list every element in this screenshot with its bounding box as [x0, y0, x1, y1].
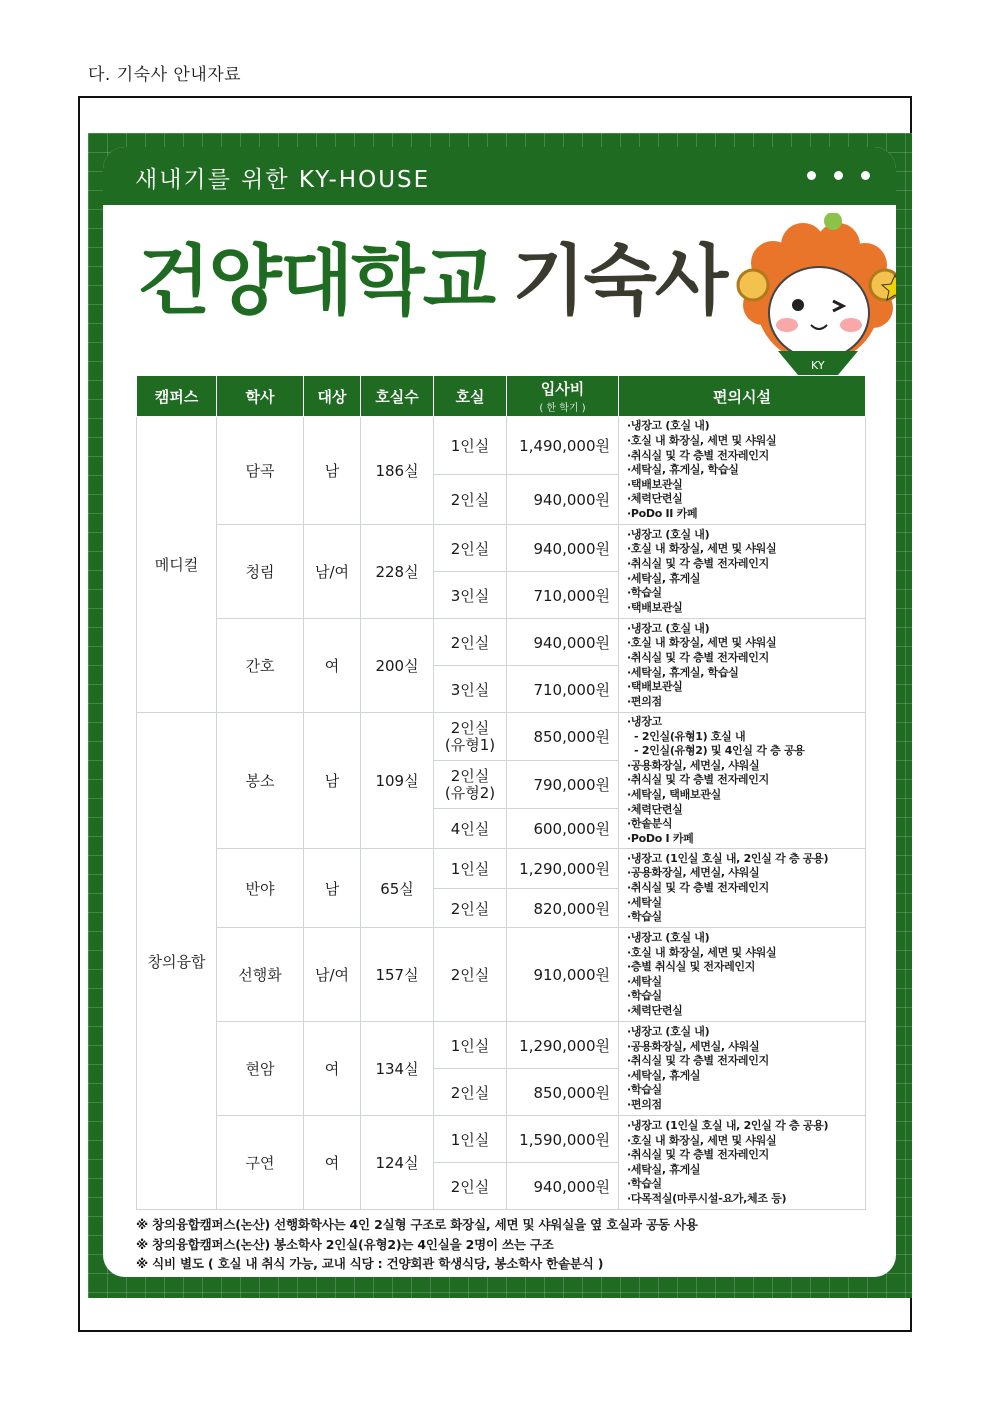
facility-item: ·공용화장실, 세면실, 샤워실 [627, 1039, 760, 1053]
facility-item: ·택배보관실 [627, 680, 683, 694]
room-type: 1인실 [434, 1116, 507, 1163]
room-fee: 850,000원 [507, 1069, 619, 1116]
room-type: 4인실 [434, 809, 507, 849]
table-header-row [137, 376, 866, 417]
poster-header-bar [103, 147, 896, 205]
facility-item: ·PoDo II 카페 [627, 506, 698, 520]
facility-item: ·세탁실, 택배보관실 [627, 787, 721, 801]
dorm-name: 청림 [217, 525, 304, 619]
header-dots [807, 171, 870, 180]
facility-item: ·편의점 [627, 1098, 662, 1112]
header-dot-icon [807, 171, 816, 180]
room-fee: 850,000원 [507, 713, 619, 761]
facility-item: ·취식실 및 각 층별 전자레인지 [627, 881, 769, 895]
facility-item: ·다목적실(마루시설-요가,체조 등) [627, 1192, 787, 1206]
dorm-target: 남/여 [304, 928, 361, 1022]
footnote: ※ 창의융합캠퍼스(논산) 선행화학사는 4인 2실형 구조로 화장실, 세면 및 샤워실을 옆 호실과 공동 사용 [136, 1217, 698, 1232]
room-type: 1인실 [434, 417, 507, 475]
facility-item: ·세탁실, 휴게실, 학습실 [627, 463, 739, 477]
poster-card [103, 147, 896, 1277]
facility-item: ·학습실 [627, 586, 662, 600]
fee-label: 입사비 [540, 380, 585, 398]
dorm-room-count: 134실 [361, 1022, 434, 1116]
facilities-list [619, 713, 866, 849]
facility-item: ·층별 취식실 및 전자레인지 [627, 960, 756, 974]
facility-item: ·취식실 및 각 층별 전자레인지 [627, 1148, 769, 1162]
table-row [137, 417, 866, 475]
header-title: 새내기를 위한 KY-HOUSE [135, 167, 431, 193]
room-fee: 710,000원 [507, 572, 619, 619]
facility-item: ·택배보관실 [627, 477, 683, 491]
facility-item: ·체력단련실 [627, 1004, 683, 1018]
facility-item: ·냉장고 (호실 내) [627, 1025, 710, 1039]
facility-item: - 2인실(유형1) 호실 내 [627, 729, 746, 743]
column-header-campus: 캠퍼스 [137, 376, 217, 417]
facility-item: ·택배보관실 [627, 600, 683, 614]
room-fee: 940,000원 [507, 525, 619, 572]
facilities-list [619, 525, 866, 619]
facility-item: ·취식실 및 각 층별 전자레인지 [627, 556, 769, 570]
dorm-target: 여 [304, 1116, 361, 1210]
facility-item: ·공용화장실, 세면실, 샤워실 [627, 866, 760, 880]
facility-item: ·취식실 및 각 층별 전자레인지 [627, 448, 769, 462]
room-fee: 940,000원 [507, 475, 619, 525]
room-type: 3인실 [434, 572, 507, 619]
facility-item: ·세탁실, 휴게실 [627, 571, 701, 585]
facility-item: ·취식실 및 각 층별 전자레인지 [627, 650, 769, 664]
facilities-list [619, 417, 866, 525]
dorm-target: 여 [304, 1022, 361, 1116]
dormitory-table [136, 375, 866, 1210]
facility-item: ·냉장고 (호실 내) [627, 419, 710, 433]
facility-item: ·학습실 [627, 1083, 662, 1097]
room-type: 2인실 [434, 928, 507, 1022]
facility-item: ·취식실 및 각 층별 전자레인지 [627, 773, 769, 787]
room-type: 1인실 [434, 849, 507, 889]
document-heading: 다. 기숙사 안내자료 [88, 65, 242, 85]
table-row [137, 1116, 866, 1163]
header-dot-icon [834, 171, 843, 180]
facility-item: ·세탁실 [627, 895, 662, 909]
room-fee: 940,000원 [507, 1163, 619, 1210]
room-type: 2인실 [434, 525, 507, 572]
table-row [137, 1022, 866, 1069]
facility-item: ·호실 내 화장실, 세면 및 샤워실 [627, 434, 777, 448]
facility-item: ·호실 내 화장실, 세면 및 샤워실 [627, 542, 777, 556]
dorm-room-count: 228실 [361, 525, 434, 619]
facility-item: ·학습실 [627, 989, 662, 1003]
dorm-room-count: 186실 [361, 417, 434, 525]
dorm-name: 현암 [217, 1022, 304, 1116]
facility-item: ·한솥분식 [627, 817, 673, 831]
dorm-target: 남/여 [304, 525, 361, 619]
dorm-room-count: 124실 [361, 1116, 434, 1210]
facility-item: ·호실 내 화장실, 세면 및 샤워실 [627, 1133, 777, 1147]
facility-item: ·세탁실, 휴게실, 학습실 [627, 665, 739, 679]
facility-item: ·체력단련실 [627, 802, 683, 816]
facility-item: ·냉장고 (호실 내) [627, 527, 710, 541]
room-fee: 940,000원 [507, 619, 619, 666]
dorm-target: 남 [304, 417, 361, 525]
room-type: 2인실 [434, 619, 507, 666]
dorm-name: 간호 [217, 619, 304, 713]
facilities-list [619, 1022, 866, 1116]
footnotes [136, 1215, 698, 1274]
room-fee: 1,290,000원 [507, 1022, 619, 1069]
table-row [137, 713, 866, 761]
facility-item: - 2인실(유형2) 및 4인실 각 층 공용 [627, 744, 805, 758]
facility-item: ·냉장고 (호실 내) [627, 931, 710, 945]
room-fee: 1,490,000원 [507, 417, 619, 475]
facility-item: ·세탁실, 휴게실 [627, 1162, 701, 1176]
dorm-name: 구연 [217, 1116, 304, 1210]
header-dot-icon [861, 171, 870, 180]
column-header-target: 대상 [304, 376, 361, 417]
room-fee: 1,590,000원 [507, 1116, 619, 1163]
facility-item: ·세탁실, 휴게실 [627, 1068, 701, 1082]
room-type: 2인실 [434, 1163, 507, 1210]
fee-sublabel: ( 한 학기 ) [539, 403, 586, 414]
facility-item: ·세탁실 [627, 974, 662, 988]
facility-item: ·편의점 [627, 694, 662, 708]
facility-item: ·냉장고 (1인실 호실 내, 2인실 각 층 공용) [627, 1119, 829, 1133]
room-fee: 820,000원 [507, 889, 619, 928]
column-header-room-count: 호실수 [361, 376, 434, 417]
dorm-room-count: 157실 [361, 928, 434, 1022]
footnote: ※ 식비 별도 ( 호실 내 취식 가능, 교내 식당 : 건양회관 학생식당, 봉소학사 한솥분식 ) [136, 1256, 604, 1271]
dorm-name: 선행화 [217, 928, 304, 1022]
facility-item: ·호실 내 화장실, 세면 및 샤워실 [627, 945, 777, 959]
column-header-room-type: 호실 [434, 376, 507, 417]
facilities-list [619, 619, 866, 713]
facility-item: ·공용화장실, 세면실, 샤워실 [627, 758, 760, 772]
column-header-dorm: 학사 [217, 376, 304, 417]
facility-item: ·학습실 [627, 910, 662, 924]
column-header-facilities: 편의시설 [619, 376, 866, 417]
footnote: ※ 창의융합캠퍼스(논산) 봉소학사 2인실(유형2)는 4인실을 2명이 쓰는 구조 [136, 1236, 554, 1252]
table-row [137, 525, 866, 572]
sheep-mascot-icon [723, 213, 896, 383]
table-row [137, 849, 866, 889]
room-type: 2인실 [434, 1069, 507, 1116]
table-row [137, 928, 866, 1022]
campus-medical: 메디컬 [137, 417, 217, 713]
facility-item: ·체력단련실 [627, 492, 683, 506]
dorm-name: 반야 [217, 849, 304, 928]
dorm-room-count: 65실 [361, 849, 434, 928]
facility-item: ·냉장고 (1인실 호실 내, 2인실 각 층 공용) [627, 851, 829, 865]
dormitory-poster [88, 133, 912, 1298]
column-header-fee [507, 376, 619, 417]
room-type: 2인실 [434, 889, 507, 928]
dorm-target: 남 [304, 713, 361, 849]
room-fee: 910,000원 [507, 928, 619, 1022]
dorm-room-count: 109실 [361, 713, 434, 849]
mascot-badge: KY [811, 359, 825, 372]
main-title-dormitory: 기숙사 [512, 236, 727, 325]
facility-item: ·냉장고 (호실 내) [627, 621, 710, 635]
campus-creative: 창의융합 [137, 713, 217, 1210]
room-type: 2인실 [434, 475, 507, 525]
dorm-name: 봉소 [217, 713, 304, 849]
room-fee: 600,000원 [507, 809, 619, 849]
room-fee: 710,000원 [507, 666, 619, 713]
dorm-target: 여 [304, 619, 361, 713]
facilities-list [619, 849, 866, 928]
main-title-university: 건양대학교 [137, 236, 495, 325]
room-type: 2인실 (유형2) [434, 761, 507, 809]
room-fee: 790,000원 [507, 761, 619, 809]
room-fee: 1,290,000원 [507, 849, 619, 889]
room-type: 2인실 (유형1) [434, 713, 507, 761]
room-type: 3인실 [434, 666, 507, 713]
facility-item: ·학습실 [627, 1177, 662, 1191]
main-title [137, 236, 727, 325]
dorm-name: 담곡 [217, 417, 304, 525]
dorm-target: 남 [304, 849, 361, 928]
facility-item: ·취식실 및 각 층별 전자레인지 [627, 1054, 769, 1068]
table-row [137, 619, 866, 666]
facility-item: ·호실 내 화장실, 세면 및 샤워실 [627, 636, 777, 650]
facility-item: ·PoDo I 카페 [627, 831, 694, 845]
facility-item: ·냉장고 [627, 715, 662, 728]
facilities-list [619, 1116, 866, 1210]
facilities-list [619, 928, 866, 1022]
room-type: 1인실 [434, 1022, 507, 1069]
dorm-room-count: 200실 [361, 619, 434, 713]
